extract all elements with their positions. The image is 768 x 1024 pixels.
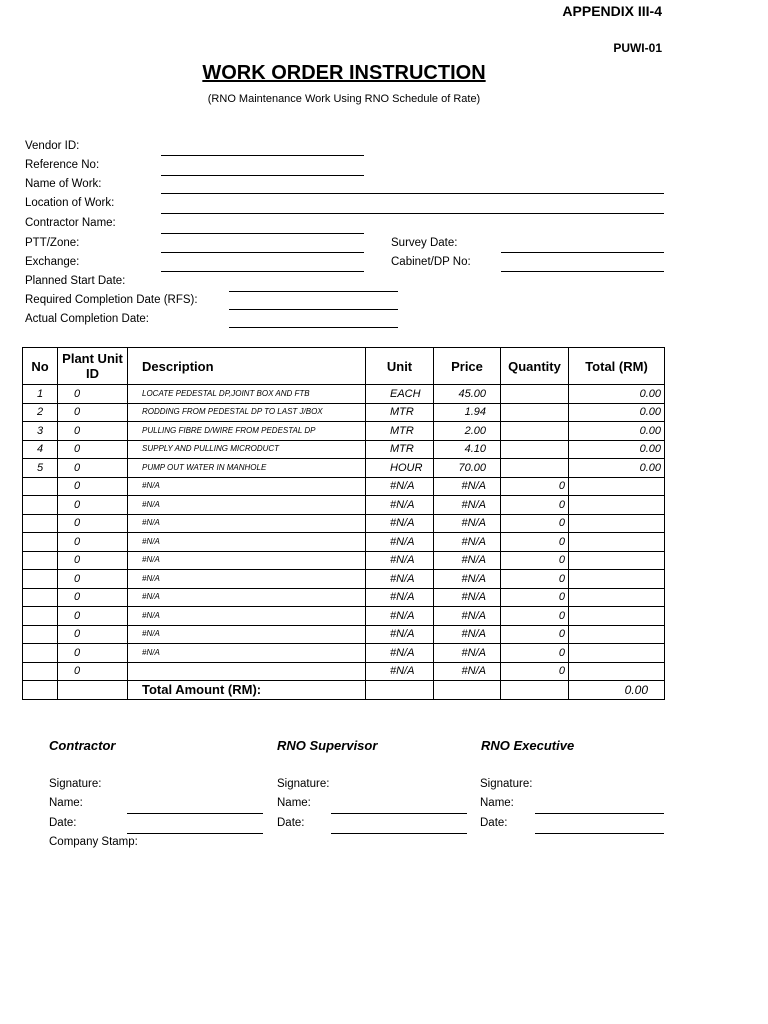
total-row-unit bbox=[366, 681, 434, 700]
cell-total: 0.00 bbox=[569, 403, 665, 422]
cell-price: 70.00 bbox=[434, 459, 501, 478]
cell-quantity: 0 bbox=[501, 588, 569, 607]
cell-no: 1 bbox=[23, 385, 58, 404]
cell-quantity: 0 bbox=[501, 625, 569, 644]
cell-quantity: 0 bbox=[501, 607, 569, 626]
cell-total bbox=[569, 607, 665, 626]
cabinet-dp-no-field[interactable] bbox=[501, 271, 664, 272]
table-row bbox=[23, 440, 665, 459]
cell-plant-unit-id: 0 bbox=[58, 459, 128, 478]
cell-unit: #N/A bbox=[366, 477, 434, 496]
cell-no bbox=[23, 514, 58, 533]
cell-no bbox=[23, 533, 58, 552]
cell-price: #N/A bbox=[434, 496, 501, 515]
location-of-work-field[interactable] bbox=[161, 213, 664, 214]
cell-price: #N/A bbox=[434, 477, 501, 496]
contractor-date-label: Date: bbox=[49, 817, 77, 829]
executive-date-label: Date: bbox=[480, 817, 508, 829]
cell-description: #N/A bbox=[128, 514, 366, 533]
cell-total: 0.00 bbox=[569, 459, 665, 478]
header-price: Price bbox=[434, 348, 501, 385]
contractor-name-label: Contractor Name: bbox=[25, 217, 116, 229]
cell-no bbox=[23, 570, 58, 589]
cell-quantity: 0 bbox=[501, 551, 569, 570]
cell-no bbox=[23, 551, 58, 570]
table-row bbox=[23, 477, 665, 496]
cell-description: #N/A bbox=[128, 477, 366, 496]
table-row bbox=[23, 588, 665, 607]
cell-plant-unit-id: 0 bbox=[58, 385, 128, 404]
cell-no bbox=[23, 496, 58, 515]
cell-plant-unit-id: 0 bbox=[58, 588, 128, 607]
cell-total bbox=[569, 551, 665, 570]
cell-price: #N/A bbox=[434, 588, 501, 607]
cell-unit: #N/A bbox=[366, 662, 434, 681]
cell-plant-unit-id: 0 bbox=[58, 440, 128, 459]
cell-no: 5 bbox=[23, 459, 58, 478]
header-total: Total (RM) bbox=[569, 348, 665, 385]
cell-price: #N/A bbox=[434, 644, 501, 663]
table-row bbox=[23, 551, 665, 570]
cell-quantity bbox=[501, 403, 569, 422]
cell-unit: #N/A bbox=[366, 588, 434, 607]
vendor-id-field[interactable] bbox=[161, 155, 364, 156]
cell-plant-unit-id: 0 bbox=[58, 551, 128, 570]
cell-description: #N/A bbox=[128, 644, 366, 663]
cell-total bbox=[569, 514, 665, 533]
cell-total bbox=[569, 496, 665, 515]
cell-description bbox=[128, 662, 366, 681]
total-amount-label: Total Amount (RM): bbox=[128, 681, 366, 700]
supervisor-signature-label: Signature: bbox=[277, 778, 330, 790]
reference-no-label: Reference No: bbox=[25, 159, 100, 171]
cell-quantity bbox=[501, 440, 569, 459]
cell-plant-unit-id: 0 bbox=[58, 496, 128, 515]
cell-plant-unit-id: 0 bbox=[58, 625, 128, 644]
cell-plant-unit-id: 0 bbox=[58, 477, 128, 496]
cell-total bbox=[569, 533, 665, 552]
survey-date-label: Survey Date: bbox=[391, 237, 458, 249]
cell-unit: #N/A bbox=[366, 644, 434, 663]
cell-total bbox=[569, 477, 665, 496]
supervisor-date-field[interactable] bbox=[331, 833, 467, 834]
executive-heading: RNO Executive bbox=[481, 738, 575, 753]
table-row bbox=[23, 422, 665, 441]
cell-unit: HOUR bbox=[366, 459, 434, 478]
cell-plant-unit-id: 0 bbox=[58, 514, 128, 533]
cell-plant-unit-id: 0 bbox=[58, 533, 128, 552]
header-quantity: Quantity bbox=[501, 348, 569, 385]
appendix-label: APPENDIX III-4 bbox=[562, 3, 662, 19]
total-row-price bbox=[434, 681, 501, 700]
cell-quantity: 0 bbox=[501, 496, 569, 515]
planned-start-date-field[interactable] bbox=[229, 291, 398, 292]
cell-plant-unit-id: 0 bbox=[58, 570, 128, 589]
cell-total: 0.00 bbox=[569, 385, 665, 404]
executive-signature-label: Signature: bbox=[480, 778, 533, 790]
cabinet-dp-no-label: Cabinet/DP No: bbox=[391, 256, 471, 268]
header-plant-unit-id: Plant Unit ID bbox=[58, 348, 128, 385]
cell-no bbox=[23, 477, 58, 496]
required-completion-date-field[interactable] bbox=[229, 309, 398, 310]
cell-unit: MTR bbox=[366, 403, 434, 422]
supervisor-date-label: Date: bbox=[277, 817, 305, 829]
cell-total bbox=[569, 625, 665, 644]
cell-description: PUMP OUT WATER IN MANHOLE bbox=[128, 459, 366, 478]
cell-total bbox=[569, 588, 665, 607]
ptt-zone-field[interactable] bbox=[161, 252, 364, 253]
cell-plant-unit-id: 0 bbox=[58, 662, 128, 681]
company-stamp-label: Company Stamp: bbox=[49, 836, 138, 848]
cell-quantity: 0 bbox=[501, 570, 569, 589]
cell-description: #N/A bbox=[128, 533, 366, 552]
cell-quantity: 0 bbox=[501, 477, 569, 496]
cell-no bbox=[23, 644, 58, 663]
table-row bbox=[23, 514, 665, 533]
contractor-signature-label: Signature: bbox=[49, 778, 102, 790]
cell-price: 4.10 bbox=[434, 440, 501, 459]
table-row bbox=[23, 533, 665, 552]
cell-no: 4 bbox=[23, 440, 58, 459]
cell-no: 2 bbox=[23, 403, 58, 422]
cell-description: LOCATE PEDESTAL DP,JOINT BOX AND FTB bbox=[128, 385, 366, 404]
contractor-date-field[interactable] bbox=[127, 833, 263, 834]
name-of-work-label: Name of Work: bbox=[25, 178, 102, 190]
exchange-label: Exchange: bbox=[25, 256, 80, 268]
cell-description: RODDING FROM PEDESTAL DP TO LAST J/BOX bbox=[128, 403, 366, 422]
cell-price: #N/A bbox=[434, 533, 501, 552]
cell-no: 3 bbox=[23, 422, 58, 441]
cell-description: #N/A bbox=[128, 570, 366, 589]
cell-unit: #N/A bbox=[366, 607, 434, 626]
executive-name-label: Name: bbox=[480, 797, 514, 809]
cell-price: 2.00 bbox=[434, 422, 501, 441]
cell-plant-unit-id: 0 bbox=[58, 403, 128, 422]
cell-unit: MTR bbox=[366, 440, 434, 459]
total-row-id bbox=[58, 681, 128, 700]
table-row bbox=[23, 385, 665, 404]
cell-plant-unit-id: 0 bbox=[58, 607, 128, 626]
required-completion-date-label: Required Completion Date (RFS): bbox=[25, 294, 198, 306]
cell-no bbox=[23, 662, 58, 681]
table-row bbox=[23, 459, 665, 478]
cell-total bbox=[569, 570, 665, 589]
header-unit: Unit bbox=[366, 348, 434, 385]
cell-price: #N/A bbox=[434, 625, 501, 644]
total-row bbox=[23, 681, 665, 700]
title-text: WORK ORDER INSTRUCTION bbox=[202, 62, 486, 84]
cell-total bbox=[569, 662, 665, 681]
table-header-row bbox=[23, 348, 665, 385]
table-row bbox=[23, 625, 665, 644]
supervisor-name-label: Name: bbox=[277, 797, 311, 809]
cell-price: 1.94 bbox=[434, 403, 501, 422]
total-row-quantity bbox=[501, 681, 569, 700]
cell-quantity bbox=[501, 385, 569, 404]
cell-price: #N/A bbox=[434, 570, 501, 589]
contractor-name-sign-field[interactable] bbox=[127, 813, 263, 814]
cell-price: #N/A bbox=[434, 514, 501, 533]
header-description: Description bbox=[128, 348, 366, 385]
executive-name-field[interactable] bbox=[535, 813, 664, 814]
work-order-table bbox=[22, 347, 665, 700]
cell-total: 0.00 bbox=[569, 422, 665, 441]
supervisor-heading: RNO Supervisor bbox=[277, 738, 378, 753]
vendor-id-label: Vendor ID: bbox=[25, 140, 80, 152]
cell-quantity: 0 bbox=[501, 662, 569, 681]
table-row bbox=[23, 644, 665, 663]
name-of-work-field[interactable] bbox=[161, 193, 664, 194]
cell-description: SUPPLY AND PULLING MICRODUCT bbox=[128, 440, 366, 459]
cell-plant-unit-id: 0 bbox=[58, 644, 128, 663]
cell-price: #N/A bbox=[434, 551, 501, 570]
cell-description: PULLING FIBRE D/WIRE FROM PEDESTAL DP bbox=[128, 422, 366, 441]
table-row bbox=[23, 570, 665, 589]
cell-plant-unit-id: 0 bbox=[58, 422, 128, 441]
table-row bbox=[23, 607, 665, 626]
location-of-work-label: Location of Work: bbox=[25, 197, 115, 209]
cell-price: 45.00 bbox=[434, 385, 501, 404]
planned-start-date-label: Planned Start Date: bbox=[25, 275, 126, 287]
cell-unit: #N/A bbox=[366, 625, 434, 644]
ptt-zone-label: PTT/Zone: bbox=[25, 237, 80, 249]
cell-unit: #N/A bbox=[366, 570, 434, 589]
cell-description: #N/A bbox=[128, 607, 366, 626]
contractor-name-sign-label: Name: bbox=[49, 797, 83, 809]
table-row bbox=[23, 403, 665, 422]
table-row bbox=[23, 496, 665, 515]
header-no: No bbox=[23, 348, 58, 385]
supervisor-name-field[interactable] bbox=[331, 813, 467, 814]
cell-quantity bbox=[501, 459, 569, 478]
cell-unit: #N/A bbox=[366, 496, 434, 515]
cell-quantity: 0 bbox=[501, 514, 569, 533]
executive-date-field[interactable] bbox=[535, 833, 664, 834]
cell-price: #N/A bbox=[434, 662, 501, 681]
actual-completion-date-label: Actual Completion Date: bbox=[25, 313, 150, 325]
cell-quantity: 0 bbox=[501, 644, 569, 663]
total-amount-value: 0.00 bbox=[569, 681, 665, 700]
form-code: PUWI-01 bbox=[613, 41, 662, 55]
total-row-no bbox=[23, 681, 58, 700]
cell-quantity bbox=[501, 422, 569, 441]
cell-quantity: 0 bbox=[501, 533, 569, 552]
cell-unit: #N/A bbox=[366, 551, 434, 570]
cell-no bbox=[23, 607, 58, 626]
cell-description: #N/A bbox=[128, 496, 366, 515]
cell-unit: EACH bbox=[366, 385, 434, 404]
reference-no-field[interactable] bbox=[161, 175, 364, 176]
table-row bbox=[23, 662, 665, 681]
cell-unit: MTR bbox=[366, 422, 434, 441]
cell-description: #N/A bbox=[128, 625, 366, 644]
cell-unit: #N/A bbox=[366, 514, 434, 533]
actual-completion-date-field[interactable] bbox=[229, 327, 398, 328]
exchange-field[interactable] bbox=[161, 271, 364, 272]
contractor-heading: Contractor bbox=[49, 738, 116, 753]
table-body bbox=[23, 385, 665, 681]
page-subtitle: (RNO Maintenance Work Using RNO Schedule of Rate) bbox=[207, 93, 481, 105]
cell-total: 0.00 bbox=[569, 440, 665, 459]
page-title bbox=[0, 62, 688, 85]
survey-date-field[interactable] bbox=[501, 252, 664, 253]
cell-price: #N/A bbox=[434, 607, 501, 626]
cell-no bbox=[23, 588, 58, 607]
contractor-name-field[interactable] bbox=[161, 233, 364, 234]
cell-description: #N/A bbox=[128, 588, 366, 607]
cell-description: #N/A bbox=[128, 551, 366, 570]
cell-total bbox=[569, 644, 665, 663]
cell-no bbox=[23, 625, 58, 644]
cell-unit: #N/A bbox=[366, 533, 434, 552]
